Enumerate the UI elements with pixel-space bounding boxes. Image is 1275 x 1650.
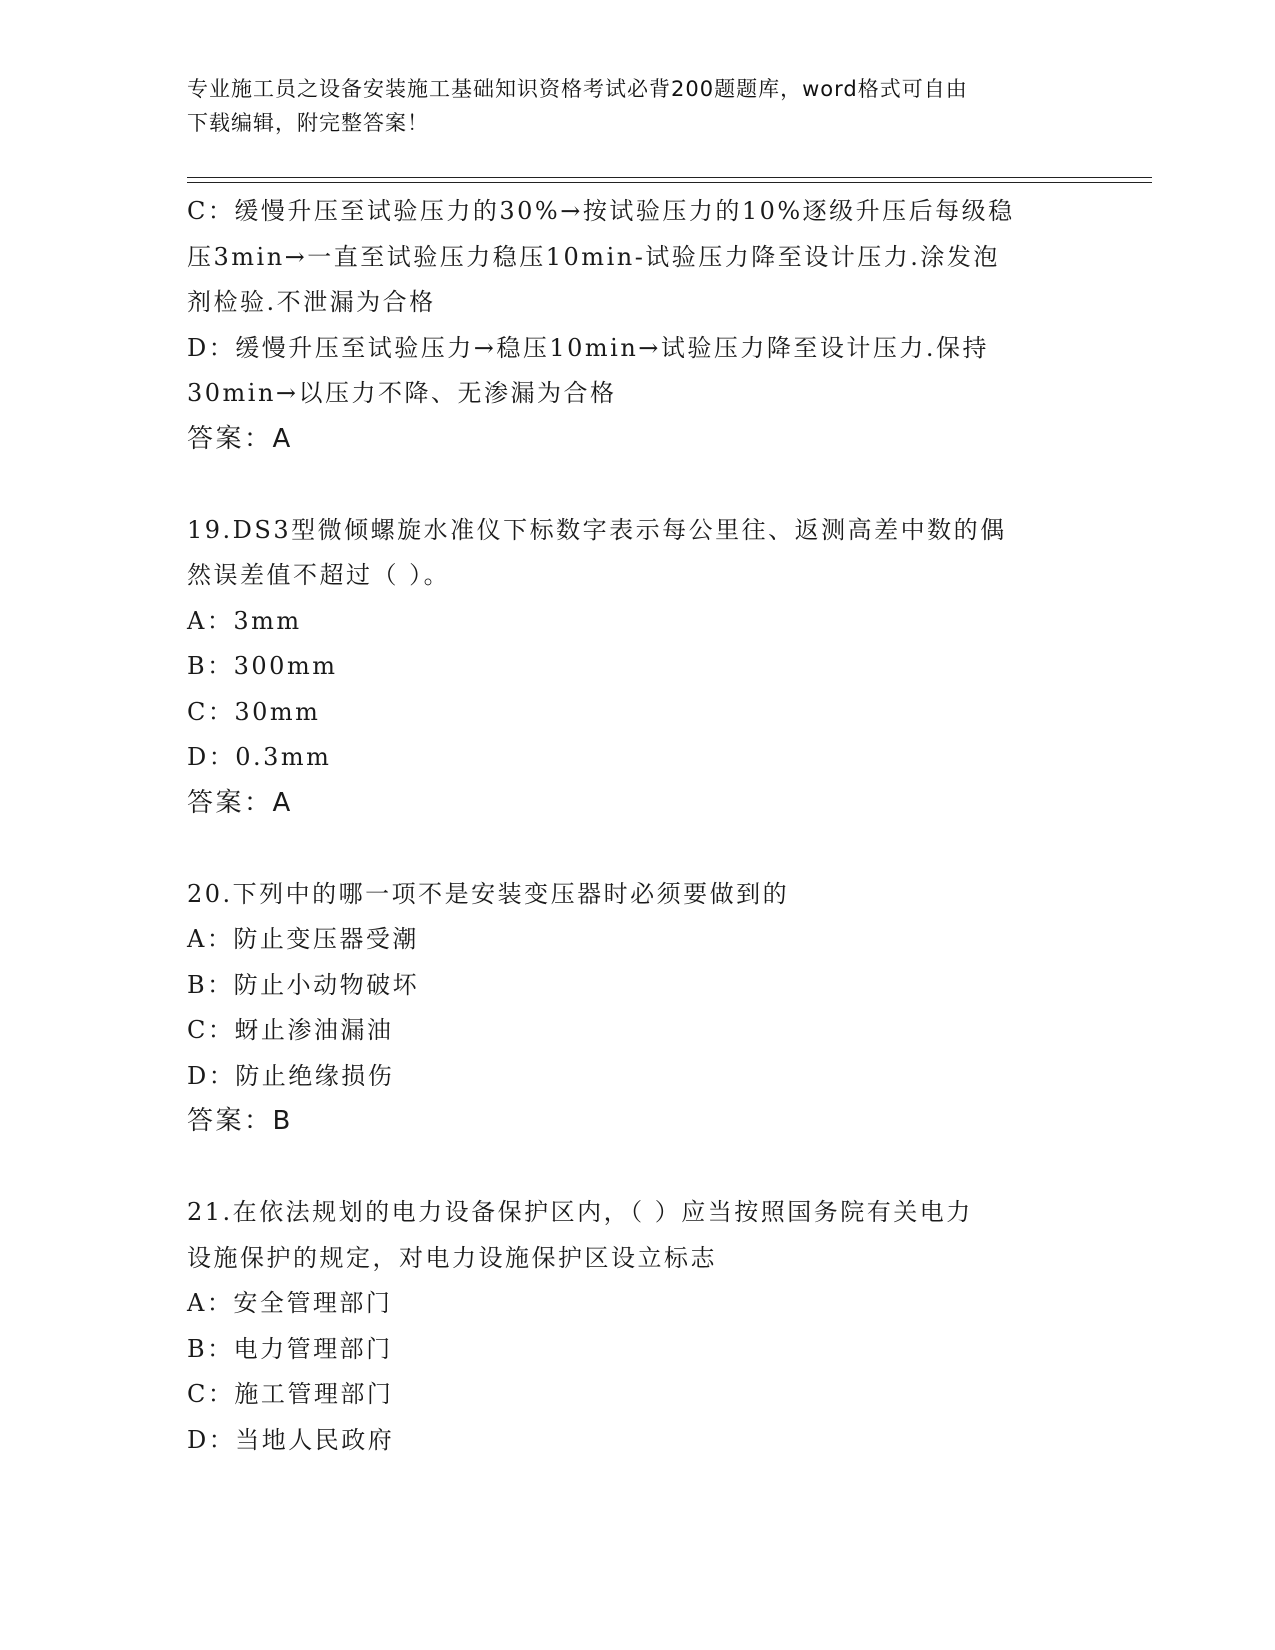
option-c-line-1: C：缓慢升压至试验压力的30%→按试验压力的10%逐级升压后每级稳 xyxy=(187,197,1015,225)
spacer xyxy=(187,1145,1067,1191)
option-b: B：防止小动物破坏 xyxy=(187,970,420,999)
question-stem-line-1: 20.下列中的哪一项不是安装变压器时必须要做到的 xyxy=(187,879,790,908)
option-d: D：0.3mm xyxy=(187,743,332,771)
question-18-tail xyxy=(187,189,1067,462)
spacer xyxy=(187,826,1067,872)
option-c: C：30mm xyxy=(187,697,321,726)
option-c: C：施工管理部门 xyxy=(187,1380,394,1408)
option-a: A：3mm xyxy=(187,606,302,635)
answer: 答案：A xyxy=(187,423,293,454)
header-divider-bottom xyxy=(187,182,1152,183)
document-body xyxy=(187,189,1067,1463)
question-19 xyxy=(187,508,1067,827)
option-c-line-2: 压3min→一直至试验压力稳压10min-试验压力降至设计压力.涂发泡 xyxy=(187,242,1000,271)
question-20 xyxy=(187,872,1067,1145)
header-line-2: 下载编辑，附完整答案！ xyxy=(187,111,429,135)
option-c: C：蚜止渗油漏油 xyxy=(187,1016,394,1044)
option-d-line-1: D：缓慢升压至试验压力→稳压10min→试验压力降至设计压力.保持 xyxy=(187,333,990,362)
answer: 答案：B xyxy=(187,1106,293,1136)
header-divider-top xyxy=(187,177,1152,178)
option-d-line-2: 30min→以压力不降、无渗漏为合格 xyxy=(187,379,617,407)
question-stem-line-1: 19.DS3型微倾螺旋水准仪下标数字表示每公里往、返测高差中数的偶 xyxy=(187,515,1007,544)
option-a: A：防止变压器受潮 xyxy=(187,925,419,953)
page-header xyxy=(187,72,1067,140)
option-d: D：防止绝缘损伤 xyxy=(187,1061,395,1090)
question-stem-line-2: 然误差值不超过（ ）。 xyxy=(187,561,451,589)
option-c-line-3: 剂检验.不泄漏为合格 xyxy=(187,288,436,316)
option-a: A：安全管理部门 xyxy=(187,1289,393,1317)
question-21 xyxy=(187,1190,1067,1463)
header-line-1: 专业施工员之设备安装施工基础知识资格考试必背200题题库，word格式可自由 xyxy=(187,77,968,101)
question-stem-line-2: 设施保护的规定，对电力设施保护区设立标志 xyxy=(187,1243,717,1272)
option-b: B：300mm xyxy=(187,652,338,680)
option-b: B：电力管理部门 xyxy=(187,1334,393,1363)
answer: 答案：A xyxy=(187,787,293,818)
option-d: D：当地人民政府 xyxy=(187,1425,395,1454)
question-stem-line-1: 21.在依法规划的电力设备保护区内，（ ）应当按照国务院有关电力 xyxy=(187,1198,973,1226)
spacer xyxy=(187,462,1067,508)
